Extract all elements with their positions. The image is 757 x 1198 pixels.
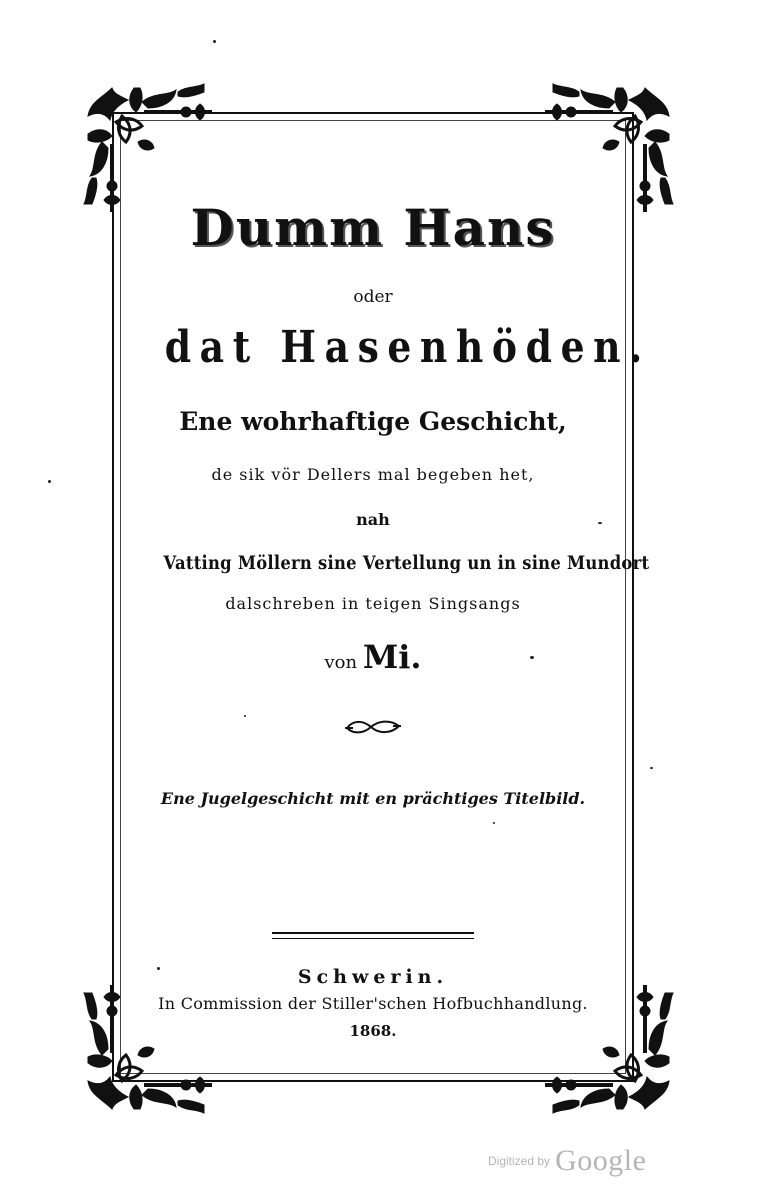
scan-speck: [244, 715, 246, 717]
imprint-year: 1868.: [349, 1022, 397, 1040]
scan-speck: [530, 656, 534, 659]
imprint-rule: [272, 932, 474, 934]
description-line: Vatting Möllern sine Vertellung un in sine Mundort: [163, 552, 650, 574]
title-connector: oder: [353, 287, 393, 307]
author-prefix: von: [324, 652, 358, 673]
flourish-divider-icon: [343, 716, 403, 738]
scan-speck: [650, 767, 653, 769]
digitized-watermark: [488, 1144, 658, 1178]
tagline: Ene wohrhaftige Geschicht,: [179, 407, 567, 436]
illustration-note: Ene Jugelgeschicht mit en prächtiges Titelbild.: [160, 789, 586, 808]
imprint-publisher: In Commission der Stiller'schen Hofbuchhandlung.: [158, 994, 588, 1013]
watermark-prefix: Digitized by: [488, 1154, 551, 1168]
scan-speck: [213, 40, 216, 43]
book-title: Dumm Hans: [190, 198, 556, 257]
scan-speck: [48, 480, 51, 483]
imprint-city: Schwerin.: [297, 966, 449, 988]
description-line: nah: [356, 510, 390, 529]
author-line: [130, 638, 616, 682]
scan-speck: [493, 822, 495, 824]
scan-speck: [598, 522, 602, 524]
book-subtitle: dat Hasenhöden.: [164, 322, 651, 373]
watermark-brand: Google: [555, 1144, 647, 1177]
imprint-rule: [272, 938, 474, 939]
author-name: Mi.: [362, 638, 422, 676]
description-line: de sik vör Dellers mal begeben het,: [211, 465, 535, 484]
description-line: dalschreben in teigen Singsangs: [225, 594, 521, 613]
scan-speck: [157, 967, 160, 970]
